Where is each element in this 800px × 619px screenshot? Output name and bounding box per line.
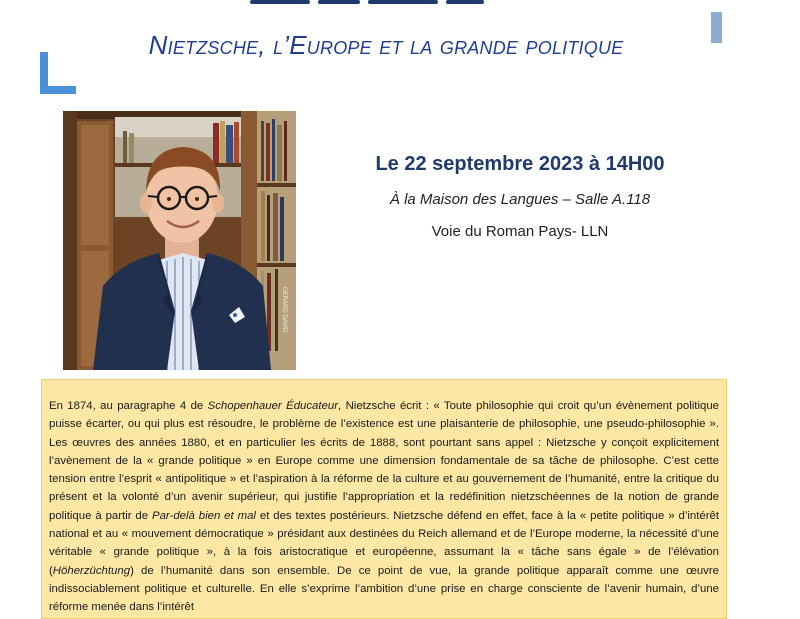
event-address: Voie du Roman Pays- LLN [431, 223, 609, 240]
svg-text:GERARD DAVID [281, 287, 287, 333]
event-info [330, 150, 710, 242]
cropped-header-text [250, 0, 550, 4]
page-title: Nietzsche, l’Europe et la grande politique [148, 30, 624, 60]
event-date: Le 22 septembre 2023 à 14H00 [375, 153, 665, 175]
decorative-l-shape [40, 52, 76, 94]
photo-credit: GERARD DAVID [281, 287, 287, 333]
decorative-bar [711, 12, 722, 43]
abstract-text: En 1874, au paragraphe 4 de Schopenhauer Éducateur, Nietzsche écrit : « Toute philosophie qui croit qu’un évènement politique puisse écarter, ou qui plus est résoudre, le problème de l’existence est une plaisanterie de philosophie, une pseudo-philosophie ». Les œuvres des années 1880, et en particulier les écrits de 1888, sont pourtant sans appel : Nietzsche y conçoit explicitement l’avènement de la « grande politique » en Europe comme une dimension fondamentale de sa tâche de philosophe. C’est cette tension entre l’esprit « antipolitique » et l’aspiration à la réforme de la culture et au gouvernement de l’humanité, entre la critique du présent et la volonté d’un avenir supérieur, qui justifie l’appropriation et la redéfinition nietzschéennes de la notion de grande politique à partir de Par-delà bien et mal et des textes postérieurs. Nietzsche défend en effet, face à la « petite politique » d’intérêt national et au « mouvement démocratique » présidant aux destinées du Reich allemand et de l’Europe moderne, la nécessité d’une véritable « grande politique », à la fois aristocratique et européenne, assumant la « tâche sans égale » de l’élévation (Höherzüchtung) de l’humanité dans son ensemble. De ce point de vue, la grande politique apparaît comme une œuvre indissociablement politique et culturelle. En elle s’exprime l’ambition d’une prise en charge consciente de l’avenir humain, d’une réforme menée dans l’intérêt [49, 400, 720, 614]
abstract-box [41, 379, 727, 619]
event-place: À la Maison des Langues – Salle A.118 [389, 191, 651, 208]
speaker-photo [63, 111, 296, 370]
